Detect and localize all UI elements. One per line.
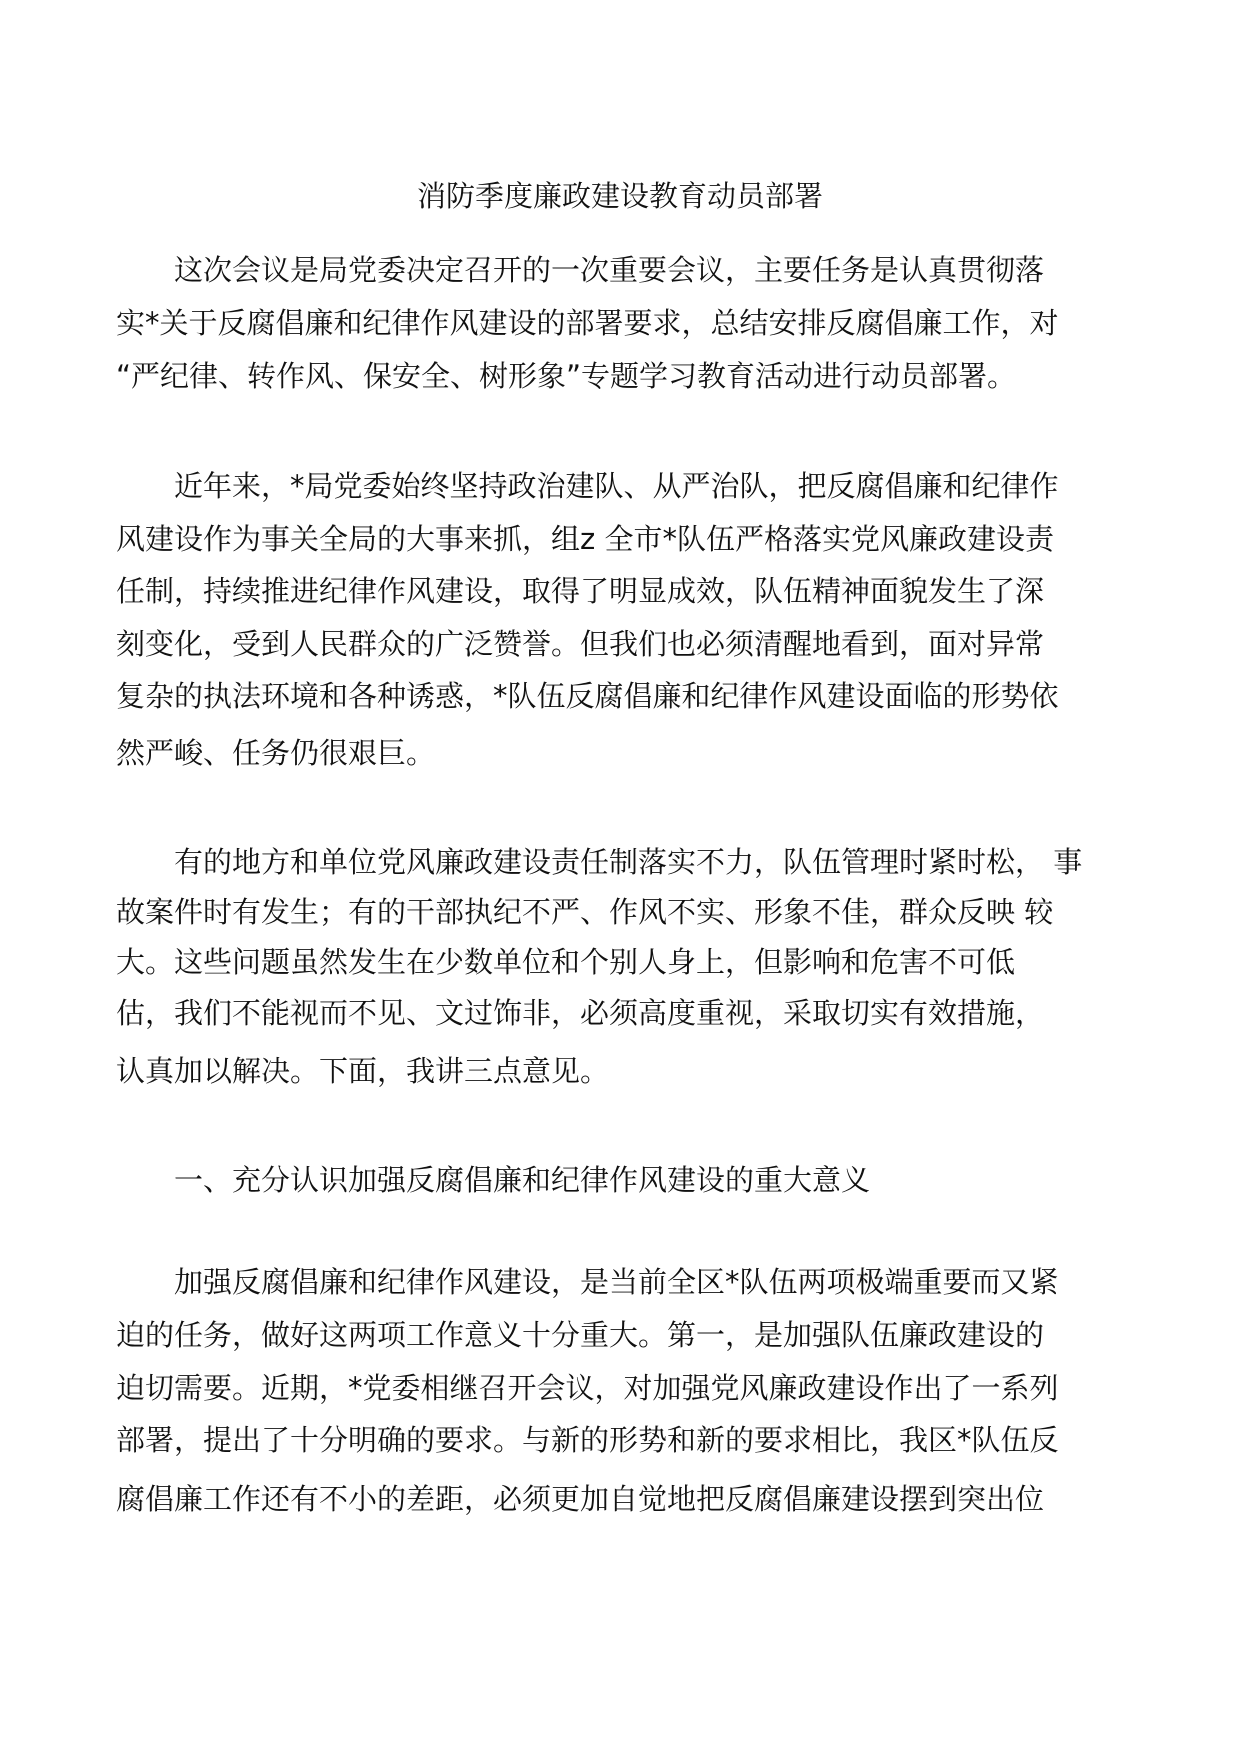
paragraph-4-line-2: 迫的任务，做好这两项工作意义十分重大。第一，是加强队伍廉政建设的: [116, 1318, 1045, 1352]
paragraph-2-line-6: 然严峻、任务仍很艰巨。: [116, 736, 436, 770]
paragraph-3-line-2: 故案件时有发生；有的干部执纪不严、作风不实、形象不佳，群众反映 较: [116, 895, 1054, 929]
document-title: 消防季度廉政建设教育动员部署: [416, 179, 823, 213]
paragraph-3-line-1: 有的地方和单位党风廉政建设责任制落实不力，队伍管理时紧时松， 事: [174, 845, 1083, 879]
paragraph-2-line-2: 风建设作为事关全局的大事来抓，组z 全市*队伍严格落实党风廉政建设责: [116, 522, 1054, 556]
paragraph-4-line-4: 部署，提出了十分明确的要求。与新的形势和新的要求相比，我区*队伍反: [116, 1423, 1059, 1457]
paragraph-4-line-1: 加强反腐倡廉和纪律作风建设，是当前全区*队伍两项极端重要而又紧: [174, 1265, 1059, 1299]
paragraph-4-line-5: 腐倡廉工作还有不小的差距，必须更加自觉地把反腐倡廉建设摆到突出位: [116, 1482, 1045, 1516]
paragraph-3-line-4: 估，我们不能视而不见、文过饰非，必须高度重视，采取切实有效措施，: [116, 996, 1045, 1030]
paragraph-3-line-3: 大。这些问题虽然发生在少数单位和个别人身上，但影响和危害不可低: [116, 945, 1016, 979]
paragraph-2-line-5: 复杂的执法环境和各种诱惑，*队伍反腐倡廉和纪律作风建设面临的形势依: [116, 679, 1059, 713]
paragraph-2-line-3: 任制，持续推进纪律作风建设，取得了明显成效，队伍精神面貌发生了深: [116, 574, 1045, 608]
paragraph-2-line-1: 近年来，*局党委始终坚持政治建队、从严治队，把反腐倡廉和纪律作: [174, 469, 1059, 503]
paragraph-1-line-1: 这次会议是局党委决定召开的一次重要会议，主要任务是认真贯彻落: [174, 253, 1045, 287]
paragraph-4-line-3: 迫切需要。近期，*党委相继召开会议，对加强党风廉政建设作出了一系列: [116, 1371, 1059, 1405]
paragraph-2-line-4: 刻变化，受到人民群众的广泛赞誉。但我们也必须清醒地看到，面对异常: [116, 627, 1045, 661]
paragraph-1-line-2: 实*关于反腐倡廉和纪律作风建设的部署要求，总结安排反腐倡廉工作，对: [116, 306, 1059, 340]
section-heading-1: 一、充分认识加强反腐倡廉和纪律作风建设的重大意义: [174, 1163, 871, 1197]
paragraph-3-line-5: 认真加以解决。下面，我讲三点意见。: [116, 1054, 610, 1088]
paragraph-1-line-3: “严纪律、转作风、保安全、树形象”专题学习教育活动进行动员部署。: [116, 359, 1017, 393]
